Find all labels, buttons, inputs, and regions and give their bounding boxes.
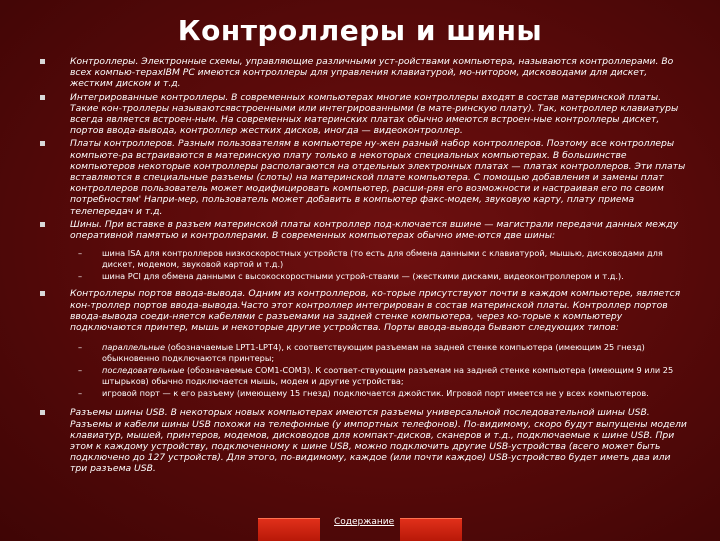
- sub-item-text: игровой порт — к его разъему (имеющему 15 гнезд) подключается джойстик. Игровой порт имеется не у всех компьютеров.: [102, 387, 649, 398]
- sub-item-text: (обозначаемые LPT1-LPT4), к соответствующим разъемам на задней стенке компьютера (имеющим 25 гнезд) обыкновенно подключаются принтеры;: [102, 342, 645, 363]
- dash-icon: –: [78, 271, 83, 282]
- bullet-integrated-controllers: [40, 92, 690, 137]
- sub-item-game-port: [40, 388, 690, 398]
- dash-icon: –: [78, 365, 83, 376]
- slide-content: [40, 56, 690, 475]
- sub-item-serial: [40, 365, 690, 386]
- bullet-text: Интегрированные контроллеры. В современных компьютерах многие контроллеры входят в состав материнской платы. Такие кон-троллеры называютсявстроенными или интегрированными (в мате-ринскую плату). Так, контроллер клавиатуры всегда является встроен-ным. На современных материнских платах обычно имеются встроен-ные контроллеры дискет, портов ввода-вывода, контроллер жестких дисков, иногда — видеоконтроллер.: [70, 91, 679, 137]
- bullet-square-icon: [40, 95, 45, 100]
- sub-item-text: шина PCI для обмена данными с высокоскоростными устрой-ствами — (жесткими дисками, видеоконтроллером и т.д.).: [102, 271, 624, 282]
- sub-item-parallel: [40, 342, 690, 363]
- sub-item-pci: [40, 271, 690, 281]
- dash-icon: –: [78, 248, 83, 259]
- sub-item-term: последовательные: [102, 365, 185, 376]
- sub-item-text: (обозначаемые COM1-COM3). К соответ-ствующим разъемам на задней стенке компьютера (имеющим 9 или 25 штырьков) обычно подключается мышь, модем и другие устройства;: [102, 365, 674, 386]
- nav-button-right[interactable]: [400, 518, 462, 541]
- bullet-buses: [40, 219, 690, 241]
- bullet-square-icon: [40, 291, 45, 296]
- bullet-text: Шины. При вставке в разъем материнской платы контроллер под-ключается вшине — магистрали передачи данных между оперативной памятью и контроллерами. В современных компьютерах обычно име-ются две шины:: [70, 218, 679, 242]
- bullet-square-icon: [40, 222, 45, 227]
- sub-item-isa: [40, 248, 690, 269]
- bullet-controllers: [40, 56, 690, 90]
- bullet-io-ports: [40, 288, 690, 333]
- contents-link[interactable]: Содержание: [334, 517, 395, 527]
- nav-button-left[interactable]: [258, 518, 320, 541]
- bullet-square-icon: [40, 59, 45, 64]
- bullet-text: Платы контроллеров. Разным пользователям в компьютере ну-жен разный набор контроллеров. Поэтому все контроллеры компьюте-ра встраиваются в материнскую плату только в некоторых специальных компьютерах. В большинстве компьютеров некоторые контроллеры располагаются на отдельных электронных платах — платах контроллеров. Эти платы вставляются в специальные разъемы (слоты) на материнской плате компьютера. С помощью добавления и замены плат контроллеров пользователь может модифицировать компьютер, расши-ряя его возможности и настраивая его по своим потребностям' Напри-мер, пользователь может добавить в компьютер факс-модем, звуковую карту, плату приема телепередач и т.д.: [70, 138, 686, 217]
- sub-item-text: шина ISA для контроллеров низкоскоростных устройств (то есть для обмена данными с клавиатурой, мышью, дисководами для дискет, модемом, звуковой картой и т.д.): [102, 248, 663, 269]
- bullet-text: Контроллеры. Электронные схемы, управляющие различными уст-ройствами компьютера, называются контроллерами. Во всех компью-терахIBM PC имеются контроллеры для управления клавиатурой, мо-нитором, дисководами для дискет, жестким диском и т.д.: [70, 56, 674, 90]
- bullet-controller-boards: [40, 138, 690, 216]
- slide-title: Контроллеры и шины: [177, 14, 543, 47]
- bullet-text: Разъемы шины USB. В некоторых новых компьютерах имеются разъемы универсальной последовательной шины USB. Разъемы и кабели шины USB похожи на телефонные (у импортных телефонов). По-видимому, скоро будут выпущены модели клавиатур, мышей, принтеров, модемов, дисководов для компакт-дисков, сканеров и т.д., подключаемые к шине USB. При этом к каждому устройству, подключенному к шине USB, можно подключить другие USB-устройства (всего может быть подключено до 127 устройств). Для этого, по-видимому, каждое (или почти каждое) USB-устройство будет иметь два или три разъема USB.: [70, 407, 687, 475]
- sub-item-term: параллельные: [102, 342, 166, 353]
- bullet-square-icon: [40, 410, 45, 415]
- bullet-square-icon: [40, 141, 45, 146]
- bullet-text: Контроллеры портов ввода-вывода. Одним из контроллеров, ко-торые присутствуют почти в каждом компьютере, является кон-троллер портов ввода-вывода.Часто этот контроллер интегрирован в состав материнской платы. Контроллер портов ввода-вывода соеди-няется кабелями с разъемами на задней стенке компьютера, через ко-торые к компьютеру подключаются принтер, мышь и некоторые другие устройства. Порты ввода-вывода бывают следующих типов:: [70, 288, 681, 334]
- bullet-usb: [40, 407, 690, 474]
- dash-icon: –: [78, 387, 83, 398]
- dash-icon: –: [78, 342, 83, 353]
